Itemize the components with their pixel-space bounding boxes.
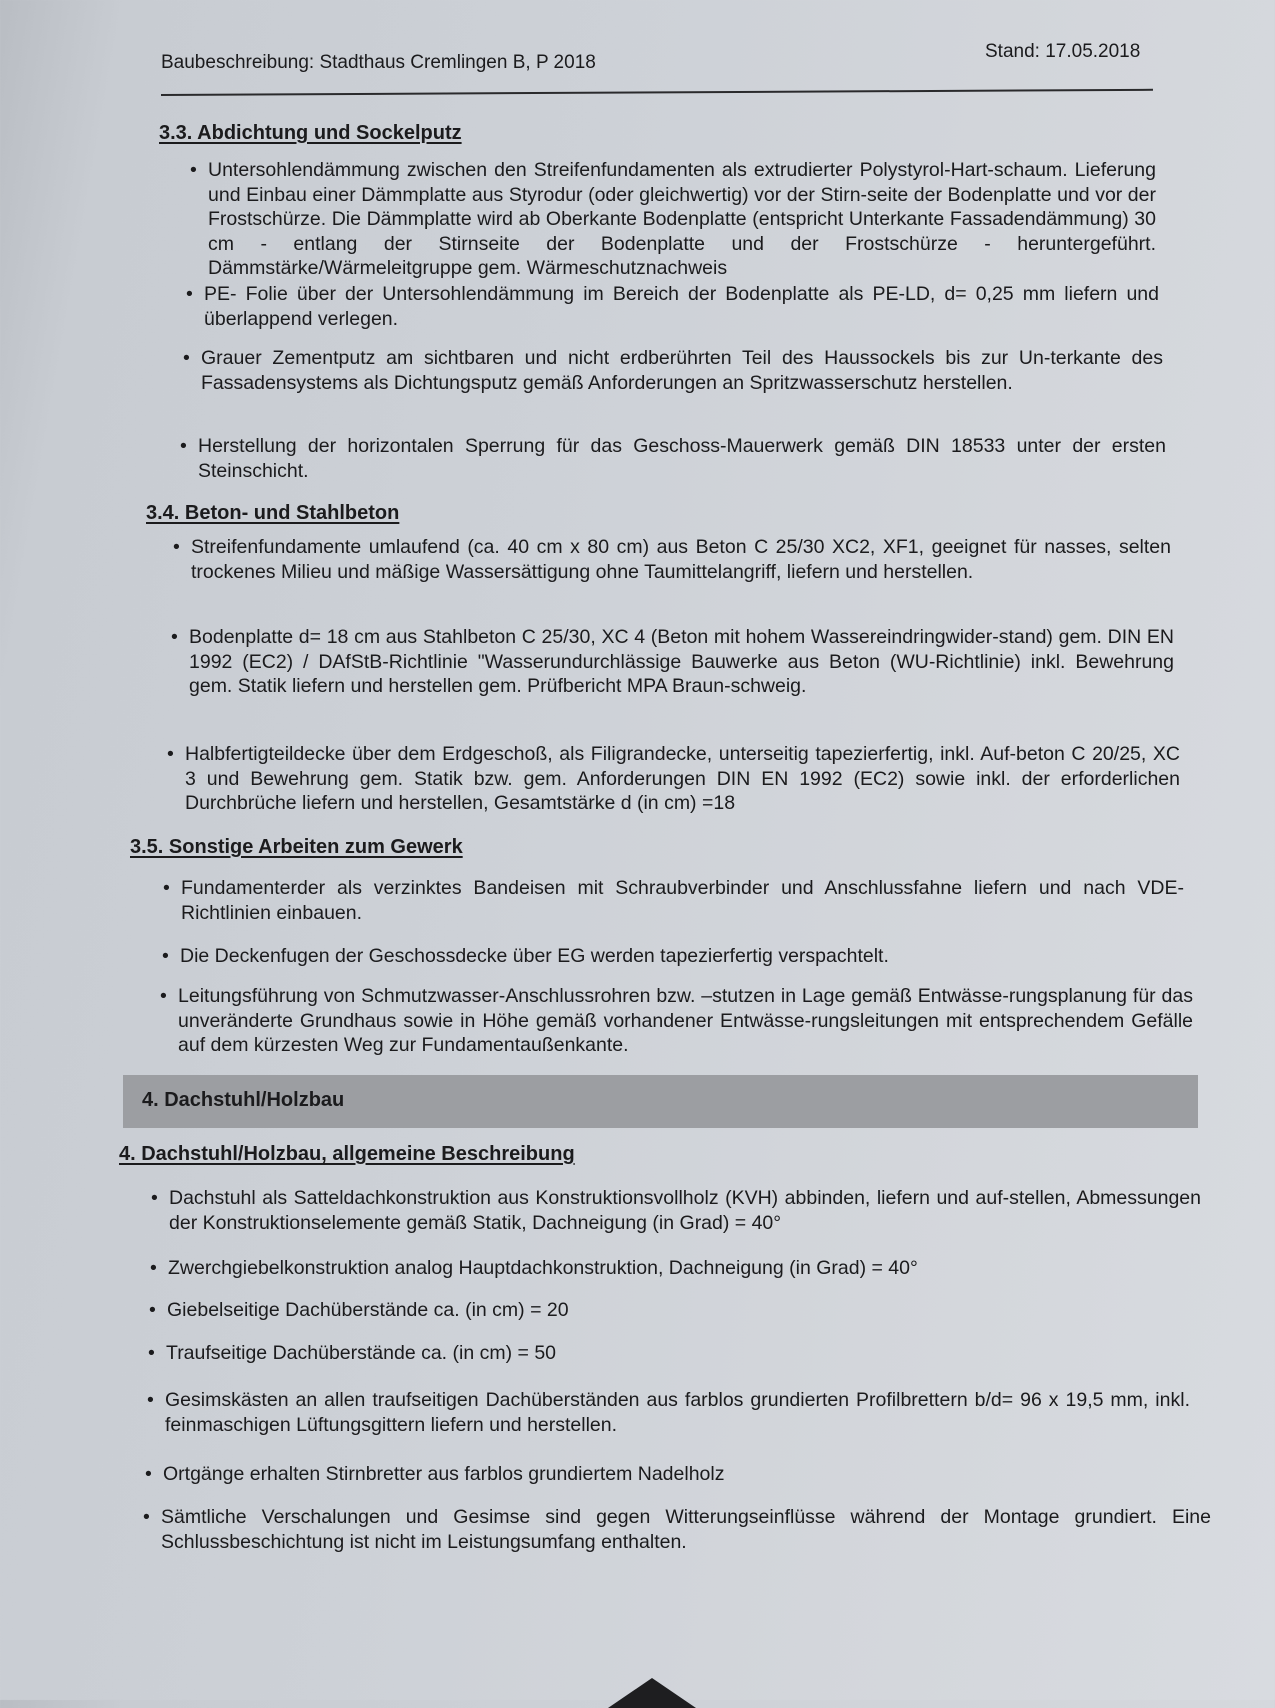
chapter-title: 4. Dachstuhl/Holzbau xyxy=(142,1089,345,1111)
list-item: • Die Deckenfugen der Geschossdecke über EG werden tapezierfertig verspachtelt. xyxy=(162,945,889,967)
bullet-icon: • xyxy=(160,985,167,1007)
list-item: • Halbfertigteildecke über dem Erdgeschoß, als Filigrandecke, unterseitig tapezierfertig, inkl. Auf-beton C 20/25, XC 3 und Bewehrung gem. Statik bzw. gem. Anforderungen DIN EN 1992 (EC2) sowie inkl. der erforderlichen Durchbrüche liefern und herstellen, Gesamtstärke d (in cm) =18 xyxy=(167,743,1180,814)
dark-shape-icon xyxy=(608,1678,696,1708)
bullet-icon: • xyxy=(150,1257,157,1279)
list-item: • Streifenfundamente umlaufend (ca. 40 cm x 80 cm) aus Beton C 25/30 XC2, XF1, geeignet für nasses, selten trockenes Milieu und mäßige Wassersättigung ohne Taumittelangriff, liefern und herstellen. xyxy=(173,536,1171,583)
bullet-icon: • xyxy=(183,347,190,369)
chapter-band xyxy=(123,1075,1198,1128)
list-item: • Traufseitige Dachüberstände ca. (in cm) = 50 xyxy=(148,1342,557,1364)
bullet-icon: • xyxy=(186,283,193,305)
section-heading-4: 4. Dachstuhl/Holzbau, allgemeine Beschreibung xyxy=(119,1143,575,1165)
list-item: • Grauer Zementputz am sichtbaren und nicht erdberührten Teil des Haussockels bis zur Un-terkante des Fassadensystems als Dichtungsputz gemäß Anforderungen an Spritzwasserschutz herstellen. xyxy=(183,347,1163,394)
bullet-icon: • xyxy=(149,1299,156,1321)
list-item: • Herstellung der horizontalen Sperrung für das Geschoss-Mauerwerk gemäß DIN 18533 unter der ersten Steinschicht. xyxy=(180,435,1166,482)
header-rule xyxy=(161,89,1153,96)
document-date: Stand: 17.05.2018 xyxy=(985,41,1141,62)
list-item: • Ortgänge erhalten Stirnbretter aus farblos grundiertem Nadelholz xyxy=(145,1463,725,1485)
bullet-icon: • xyxy=(148,1342,155,1364)
bullet-icon: • xyxy=(163,877,170,899)
list-item: • Gesimskästen an allen traufseitigen Dachüberständen aus farblos grundierten Profilbrettern b/d= 96 x 19,5 mm, inkl. feinmaschigen Lüftungsgittern liefern und herstellen. xyxy=(147,1389,1190,1436)
bullet-icon: • xyxy=(180,435,187,457)
section-heading-3-5: 3.5. Sonstige Arbeiten zum Gewerk xyxy=(130,836,463,858)
list-item: • Untersohlendämmung zwischen den Streifenfundamenten als extrudierter Polystyrol-Hart-schaum. Lieferung und Einbau einer Dämmplatte aus Styrodur (oder gleichwertig) vor der Stirn-seite der Bodenplatte und vor der Frostschürze. Die Dämmplatte wird ab Oberkante Bodenplatte (entspricht Unterkante Fassadendämmung) 30 cm - entlang der Stirnseite der Bodenplatte und der Frostschürze - heruntergeführt. Dämmstärke/Wärmeleitgruppe gem. Wärmeschutznachweis xyxy=(190,159,1156,279)
bullet-icon: • xyxy=(167,743,174,765)
list-item: • Zwerchgiebelkonstruktion analog Hauptdachkonstruktion, Dachneigung (in Grad) = 40° xyxy=(150,1257,918,1279)
list-item: • Sämtliche Verschalungen und Gesimse sind gegen Witterungseinflüsse während der Montage grundiert. Eine Schlussbeschichtung ist nicht im Leistungsumfang enthalten. xyxy=(143,1506,1211,1553)
bullet-icon: • xyxy=(147,1389,154,1411)
section-heading-3-4: 3.4. Beton- und Stahlbeton xyxy=(146,502,400,524)
section-heading-3-3: 3.3. Abdichtung und Sockelputz xyxy=(159,122,462,144)
bullet-icon: • xyxy=(173,536,180,558)
bullet-icon: • xyxy=(151,1187,158,1209)
list-item: • Fundamenterder als verzinktes Bandeisen mit Schraubverbinder und Anschlussfahne liefern und nach VDE-Richtlinien einbauen. xyxy=(163,877,1184,924)
bullet-icon: • xyxy=(171,626,178,648)
list-item: • Dachstuhl als Satteldachkonstruktion aus Konstruktionsvollholz (KVH) abbinden, liefern und auf-stellen, Abmessungen der Konstruktionselemente gemäß Statik, Dachneigung (in Grad) = 40° xyxy=(151,1187,1201,1234)
list-item: • PE- Folie über der Untersohlendämmung im Bereich der Bodenplatte als PE-LD, d= 0,25 mm liefern und überlappend verlegen. xyxy=(186,283,1159,330)
bullet-icon: • xyxy=(143,1506,150,1528)
list-item: • Leitungsführung von Schmutzwasser-Anschlussrohren bzw. –stutzen in Lage gemäß Entwässe-rungsplanung für das unveränderte Grundhaus sowie in Höhe gemäß vorhandener Entwässe-rungsleitungen mit entsprechendem Gefälle auf dem kürzesten Weg zur Fundamentaußenkante. xyxy=(160,985,1193,1056)
list-item: • Bodenplatte d= 18 cm aus Stahlbeton C 25/30, XC 4 (Beton mit hohem Wassereindringwider-stand) gem. DIN EN 1992 (EC2) / DAfStB-Richtlinie "Wasserundurchlässige Bauwerke aus Beton (WU-Richtlinie) inkl. Bewehrung gem. Statik liefern und herstellen gem. Prüfbericht MPA Braun-schweig. xyxy=(171,626,1174,697)
document-title: Baubeschreibung: Stadthaus Cremlingen B, P 2018 xyxy=(161,52,596,73)
bullet-icon: • xyxy=(162,945,169,967)
bullet-icon: • xyxy=(190,159,197,181)
bullet-icon: • xyxy=(145,1463,152,1485)
list-item: • Giebelseitige Dachüberstände ca. (in cm) = 20 xyxy=(149,1299,569,1321)
